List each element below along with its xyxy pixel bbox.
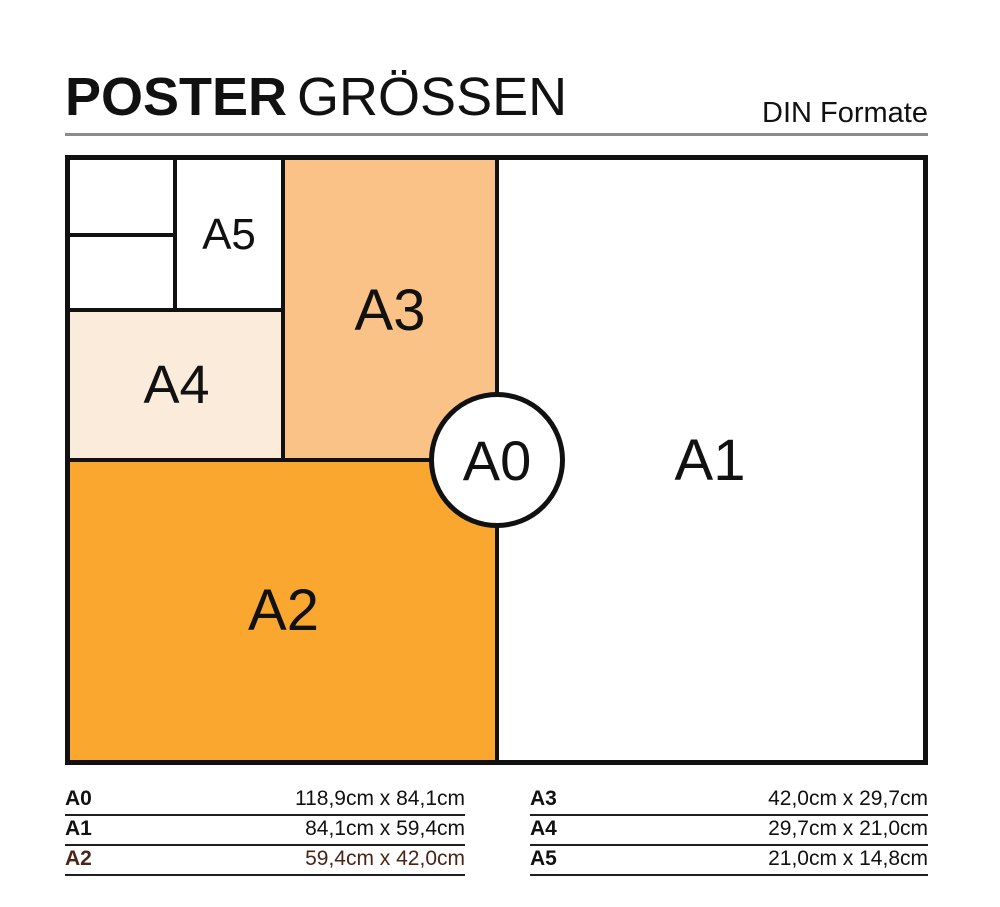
row-a3-label: A3 bbox=[530, 787, 557, 810]
table-row-a0 bbox=[65, 786, 465, 816]
din-format-diagram bbox=[65, 155, 928, 765]
page-title-bold: POSTER bbox=[65, 67, 288, 127]
size-table bbox=[65, 786, 928, 876]
a4-label: A4 bbox=[143, 355, 210, 415]
row-a5-label: A5 bbox=[530, 847, 557, 870]
row-a3-value: 42,0cm x 29,7cm bbox=[768, 787, 928, 810]
row-a1-value: 84,1cm x 59,4cm bbox=[305, 817, 465, 840]
small-format-box-bottom bbox=[70, 235, 175, 310]
table-row-a4 bbox=[530, 816, 928, 846]
a5-rectangle bbox=[175, 160, 283, 310]
row-a0-value: 118,9cm x 84,1cm bbox=[294, 787, 465, 810]
row-a5-value: 21,0cm x 14,8cm bbox=[768, 847, 928, 870]
row-a4-value: 29,7cm x 21,0cm bbox=[768, 817, 928, 840]
small-format-box-top bbox=[70, 160, 175, 235]
size-table-right-column bbox=[530, 786, 928, 876]
a2-label: A2 bbox=[248, 577, 319, 643]
row-a2-label: A2 bbox=[65, 847, 92, 870]
row-a1-label: A1 bbox=[65, 817, 92, 840]
a2-rectangle bbox=[70, 460, 497, 760]
a1-label: A1 bbox=[674, 427, 746, 493]
row-a2-value: 59,4cm x 42,0cm bbox=[305, 847, 465, 870]
table-row-a3 bbox=[530, 786, 928, 816]
a0-label: A0 bbox=[462, 428, 532, 492]
a4-rectangle bbox=[70, 310, 283, 460]
a0-circle-badge bbox=[429, 392, 565, 528]
table-row-a2 bbox=[65, 846, 465, 876]
divider-small-horizontal bbox=[70, 233, 175, 237]
page-title bbox=[65, 67, 568, 127]
row-a0-label: A0 bbox=[65, 787, 92, 810]
row-a4-label: A4 bbox=[530, 817, 557, 840]
a5-label: A5 bbox=[202, 210, 256, 259]
table-row-a1 bbox=[65, 816, 465, 846]
a3-label: A3 bbox=[354, 277, 426, 343]
table-row-a5 bbox=[530, 846, 928, 876]
page-title-light: GRÖSSEN bbox=[297, 67, 568, 127]
header-divider bbox=[65, 133, 928, 136]
size-table-left-column bbox=[65, 786, 465, 876]
page-subtitle: DIN Formate bbox=[762, 97, 928, 129]
